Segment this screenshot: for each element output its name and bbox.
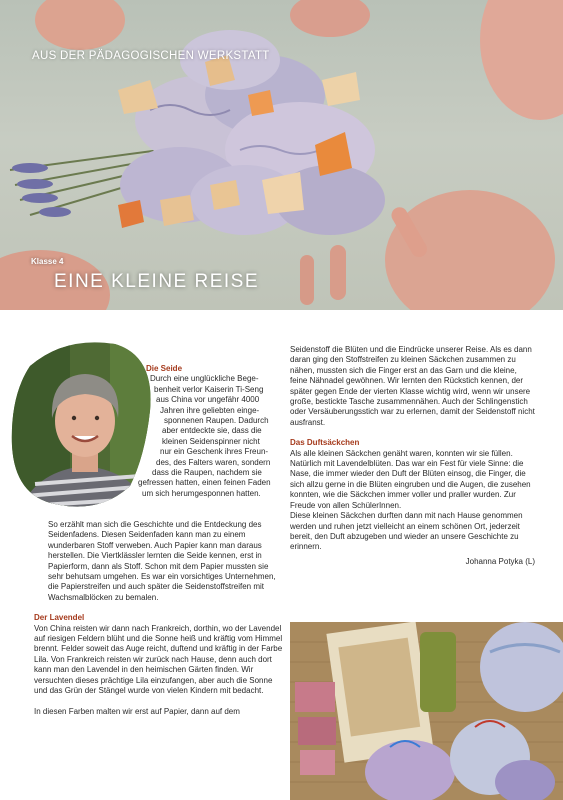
seide-paragraph: So erzählt man sich die Geschichte und die Entdeckung des Seidenfadens. Diesen Seidenfaden kann man zu einem wunderbaren Stoff verweben. Auch Papier kann man daraus herstellen. Die Viertklässler lernten die Seide kennen, erst in Papierform, dann als Stoff. Schon mit dem Papier mussten sie sehr behutsam umgehen. Es war ein vorsichtiges Unternehmen, die Papierstreifen und auch später die Seidenstoffstreifen mit Wachsmalblöcken zu bemalen. (48, 520, 276, 602)
seide-line: des, des Falters waren, sondern (156, 457, 271, 467)
section-label: AUS DER PÄDAGOGISCHEN WERKSTATT (32, 50, 270, 62)
heading-seide: Die Seide (146, 364, 183, 373)
lavender-sachets-illustration (0, 0, 563, 310)
author-signature: Johanna Potyka (L) (465, 556, 535, 566)
heading-lavendel: Der Lavendel (34, 613, 85, 623)
article-title: EINE KLEINE REISE (54, 271, 260, 292)
heading-duftsaeckchen: Das Duftsäckchen (290, 438, 360, 448)
sachets-photo (290, 622, 563, 800)
lavendel-paragraph-2: In diesen Farben malten wir erst auf Papier, dann auf dem (34, 706, 240, 716)
seide-line: kleinen Seidenspinner nicht (162, 436, 260, 446)
seide-line: nur ein Geschenk ihres Freun- (160, 447, 269, 457)
right-paragraph-1: Seidenstoff die Blüten und die Eindrücke unserer Reise. Als es dann daran ging den Stoffstreifen zu kleinen Säckchen zusammen zu nähen, mussten sich die Finger erst an das Garn und die kleine, feine Nähnadel gewöhnen. Wir lernten den Rückstich kennen, der später gegen Ende der vierten Klasse wichtig wird, wenn wir unsere große, bestickte Tasche zusammennähen. Auch der Schlingenstich oder Versäuberungsstich war zu erlernen, damit der Seidenstoff nicht ausfranst. (290, 345, 535, 427)
lavendel-paragraph: Von China reisten wir dann nach Frankreich, dorthin, wo der Lavendel auf riesigen Feldern blüht und die Sonne heiß und kräftig vom Himmel brennt. Felder soweit das Auge reicht, duftend und kräftig in der Farbe Lila. Von Frankreich reisten wir zurück nach Hause, denn auch dort kann man den Lavendel in den heimischen Gärten finden. Wir versuchten dieses prächtige Lila einzufangen, aber auch die Sonne und das Grün der Stängel wurde von vielen Kindern mit bedacht. (34, 623, 283, 696)
seide-line: um sich herumgesponnen hatten. (142, 488, 261, 498)
left-column-text (34, 520, 284, 717)
hero-photo (0, 0, 563, 310)
right-paragraph-3: Diese kleinen Säckchen durften dann mit nach Hause genommen werden und ruhen jetzt vielleicht an einem schönen Ort, jederzeit bereit, den Duft abzugeben und wieder an unsere Geschichte zu erinnern. (290, 511, 523, 552)
seide-line: Durch eine unglückliche Bege- (150, 374, 259, 384)
right-paragraph-2: Als alle kleinen Säckchen genäht waren, konnten wir sie füllen. Natürlich mit Lavendelblüten. Das war ein Fest für viele Sinne: die Nase, die immer wieder den Duft der Blüten einsog, die Finger, die sich allzu gerne in die Blüten eingruben und die Augen, die zusehen konnten, wie die Säckchen immer voller und praller wurden. Zur Freude von allen SchülerInnen. (290, 448, 531, 510)
hand-shape (290, 0, 370, 37)
finger-shape (330, 245, 346, 300)
seide-line: aber entdeckte sie, dass die (162, 426, 262, 436)
right-column-text (290, 345, 535, 567)
grade-label: Klasse 4 (31, 257, 64, 266)
silk-intro-text (138, 364, 296, 499)
hand-shape (35, 0, 125, 50)
seide-line: Jahren ihre geliebten einge- (160, 405, 260, 415)
sachets-photo-illustration (290, 622, 563, 800)
seide-line: sponnenen Raupen. Dadurch (164, 416, 269, 426)
seide-line: benheit verlor Kaiserin Ti-Seng (154, 384, 264, 394)
seide-line: dass die Raupen, nachdem sie (152, 468, 262, 478)
seide-line: aus China vor ungefähr 4000 (156, 395, 260, 405)
finger-shape (300, 255, 314, 305)
seide-line: gefressen hatten, einen feinen Faden (138, 478, 271, 488)
hand-shape (480, 0, 563, 120)
